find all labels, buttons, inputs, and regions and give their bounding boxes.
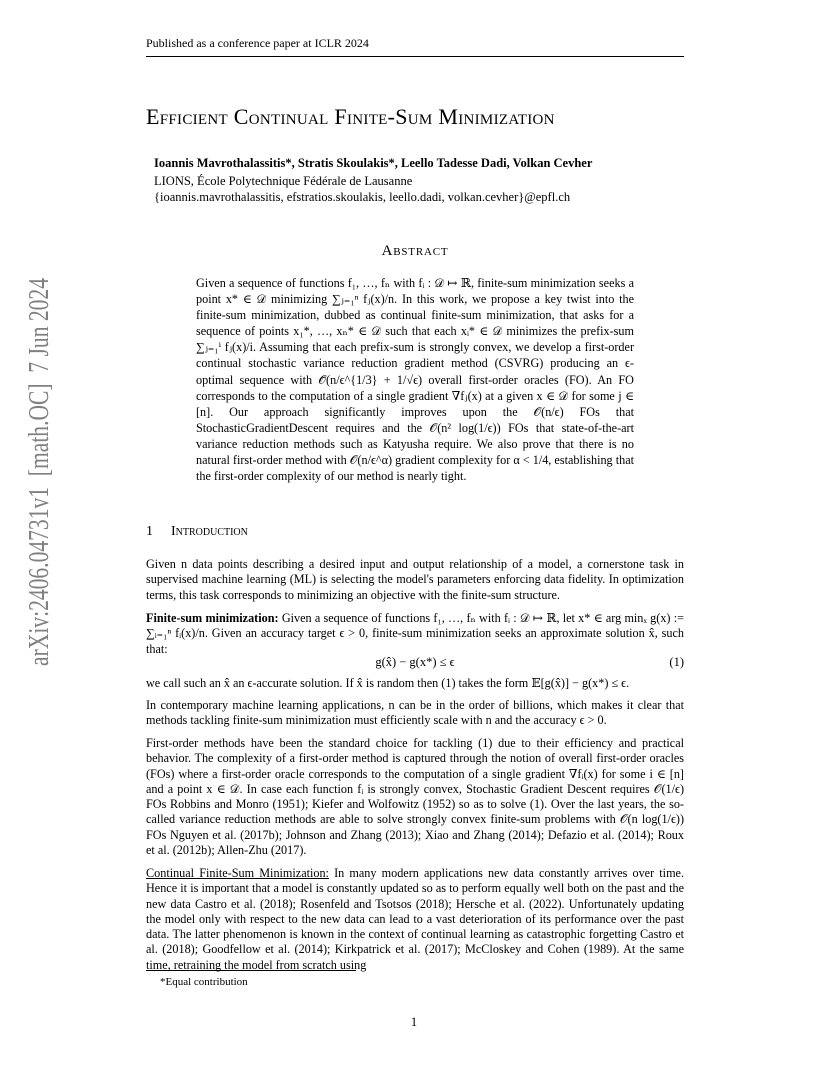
header-rule: [146, 56, 684, 57]
intro-paragraph-2: In contemporary machine learning applications, n can be in the order of billions, which makes it clear that methods tackling finite-sum minimization must efficiently scale with n and the accuracy ϵ > 0.: [146, 698, 684, 728]
intro-paragraph-3: First-order methods have been the standard choice for tackling (1) due to their efficiency and practical behavior. The complexity of a first-order method is captured through the notion of overall first-order oracles (FOs) where a first-order oracle corresponds to the computation of a single gradient ∇fᵢ(x) for some i ∈ [n] and a point x ∈ 𝒟. In case each function fᵢ is strongly convex, Stochastic Gradient Descent requires 𝒪(1/ϵ) FOs Robbins and Monro (1951); Kiefer and Wolfowitz (1952) so as to solve (1). Over the last years, the so-called variance reduction methods are able to solve strongly convex finite-sum problems with 𝒪(n log(1/ϵ)) FOs Nguyen et al. (2017b); Johnson and Zhang (2013); Xiao and Zhang (2014); Defazio et al. (2014); Roux et al. (2012b); Allen-Zhu (2017).: [146, 736, 684, 858]
finite-sum-text: Given a sequence of functions f₁, …, fₙ with fᵢ : 𝒟 ↦ ℝ, let x* ∈ arg minₓ g(x) := ∑ᵢ₌₁ⁿ fᵢ(x)/n. Given an accuracy target ϵ > 0, finite-sum minimization seeks an approximate solution x̂, such that:: [146, 611, 684, 656]
footnote: *Equal contribution: [160, 976, 248, 988]
page-number: 1: [410, 1015, 418, 1029]
affiliation: LIONS, École Polytechnique Fédérale de Lausanne: [154, 174, 413, 188]
section-heading-introduction: [146, 524, 248, 540]
abstract-text: Given a sequence of functions f₁, …, fₙ with fᵢ : 𝒟 ↦ ℝ, finite-sum minimization seeks a point x* ∈ 𝒟 minimizing ∑ⱼ₌₁ⁿ fⱼ(x)/n. In this work, we propose a key twist into the finite-sum minimization, dubbed as continual finite-sum minimization, that asks for a sequence of points x₁*, …, xₙ* ∈ 𝒟 such that each xᵢ* ∈ 𝒟 minimizes the prefix-sum ∑ⱼ₌₁ⁱ fⱼ(x)/i. Assuming that each prefix-sum is strongly convex, we develop a first-order continual stochastic variance reduction gradient method (CSVRG) producing an ϵ-optimal sequence with 𝒪̃(n/ϵ^{1/3} + 1/√ϵ) overall first-order oracles (FO). An FO corresponds to the computation of a single gradient ∇fⱼ(x) at a given x ∈ 𝒟 for some j ∈ [n]. Our approach significantly improves upon the 𝒪(n/ϵ) FOs that StochasticGradientDescent requires and the 𝒪(n² log(1/ϵ)) FOs that state-of-the-art variance reduction methods such as Katyusha require. We also prove that there is no natural first-order method with 𝒪(n/ϵ^α) gradient complexity for α < 1/4, establishing that the first-order complexity of our method is nearly tight.: [196, 276, 634, 484]
arxiv-id: arXiv:2406.04731v1 [math.OC] 7 Jun 2024: [24, 278, 55, 666]
after-equation-text: we call such an x̂ an ϵ-accurate solution. If x̂ is random then (1) takes the form 𝔼[g(x̂)] − g(x*) ≤ ϵ.: [146, 676, 630, 690]
author-emails[interactable]: {ioannis.mavrothalassitis, efstratios.skoulakis, leello.dadi, volkan.cevher}@epfl.ch: [154, 190, 571, 204]
equation-expression: g(x̂) − g(x*) ≤ ϵ: [375, 655, 455, 669]
continual-text: In many modern applications new data constantly arrives over time. Hence it is important that a model is constantly updated so as to perform equally well both on the past and the new data Castro et al. (2018); Rosenfeld and Tsotsos (2018); Hersche et al. (2022). Unfortunately updating the model only with respect to the new data can lead to a vast deterioration of its performance over the past data. The latter phenomenon is known in the context of continual learning as catastrophic forgetting Castro et al. (2018); Goodfellow et al. (2014); Kirkpatrick et al. (2017); McCloskey and Cohen (1989). At the same time, retraining the model from scratch using: [146, 866, 685, 972]
footnote-rule: [146, 970, 356, 971]
intro-paragraph-1: Given n data points describing a desired input and output relationship of a model, a cornerstone task in supervised machine learning (ML) is selecting the model's parameters enforcing data fidelity. In optimization terms, this task corresponds to minimizing an objective with the finite-sum structure.: [146, 557, 684, 602]
abstract-heading: Abstract: [381, 243, 449, 259]
author-list: Ioannis Mavrothalassitis*, Stratis Skoulakis*, Leello Tadesse Dadi, Volkan Cevher: [154, 156, 593, 170]
equation-number: (1): [669, 655, 684, 669]
paper-title: Efficient Continual Finite-Sum Minimization: [146, 104, 555, 129]
finite-sum-paragraph: [146, 611, 684, 657]
finite-sum-label: Finite-sum minimization:: [146, 611, 279, 625]
continual-label: Continual Finite-Sum Minimization:: [146, 866, 329, 880]
running-header: Published as a conference paper at ICLR 2024: [146, 36, 369, 50]
section-number: 1: [146, 524, 153, 539]
continual-paragraph: [146, 866, 684, 973]
arxiv-watermark: [16, 278, 58, 668]
section-title: Introduction: [171, 524, 248, 539]
